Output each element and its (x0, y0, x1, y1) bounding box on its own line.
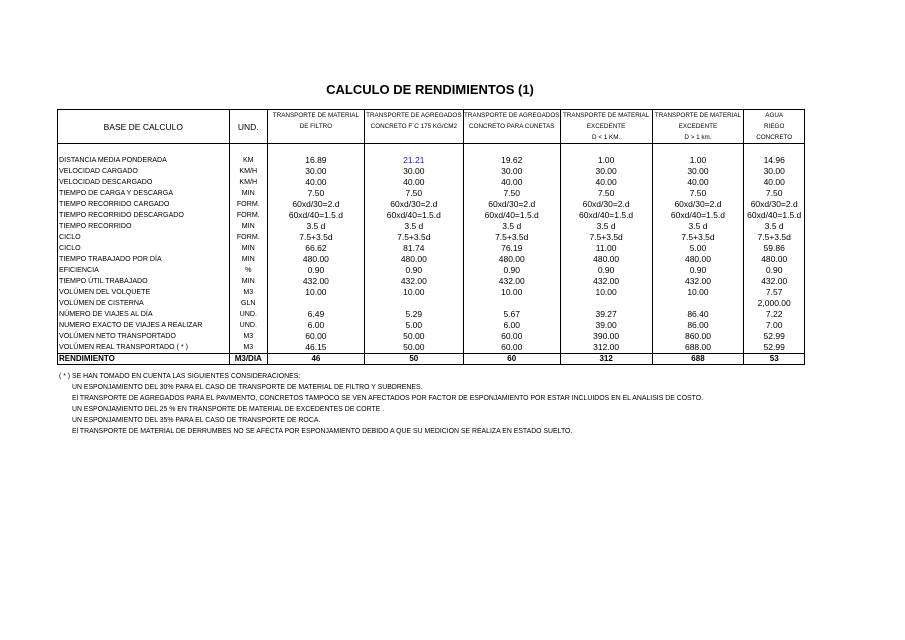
row-unit: MIN (229, 254, 267, 265)
value-cell: 59.86 (744, 243, 805, 254)
value-cell: 3.5 d (744, 221, 805, 232)
value-cell: 60xd/40=1.5.d (364, 210, 463, 221)
value-cell: 6.00 (267, 320, 364, 331)
notes-heading: ( * ) SE HAN TOMADO EN CUENTA LAS SIGUIENTES CONSIDERACIONES: (59, 373, 301, 380)
value-cell: 6.00 (463, 320, 560, 331)
value-cell: 7.5+3.5d (463, 232, 560, 243)
value-cell: 60xd/30=2.d (744, 199, 805, 210)
column-header-line3: D < 1 KM. (560, 132, 652, 144)
value-cell: 2,000.00 (744, 298, 805, 309)
value-cell: 7.50 (267, 188, 364, 199)
value-cell: 60xd/30=2.d (560, 199, 652, 210)
value-cell (267, 298, 364, 309)
value-cell: 50 (364, 354, 463, 365)
value-cell: 46.15 (267, 342, 364, 354)
value-cell: 5.00 (652, 243, 744, 254)
value-cell: 5.00 (364, 320, 463, 331)
note-line: El TRANSPORTE DE MATERIAL DE DERRUMBES NO SE AFECTA POR ESPONJAMIENTO DEBIDO A QUE SU MEDICION SE REALIZA EN ESTADO SUELTO. (72, 428, 573, 435)
value-cell: 86.40 (652, 309, 744, 320)
value-cell: 5.67 (463, 309, 560, 320)
value-cell (463, 298, 560, 309)
row-label: NÚMERO DE VIAJES AL DÍA (58, 309, 230, 320)
value-cell: 10.00 (364, 287, 463, 298)
value-cell: 1.00 (652, 155, 744, 166)
value-cell: 10.00 (267, 287, 364, 298)
header-row (58, 132, 805, 144)
value-cell: 3.5 d (463, 221, 560, 232)
value-cell: 312 (560, 354, 652, 365)
column-header-line1: AGUA (744, 110, 805, 122)
value-cell: 432.00 (364, 276, 463, 287)
value-cell (560, 298, 652, 309)
value-cell: 30.00 (560, 166, 652, 177)
value-cell: 480.00 (560, 254, 652, 265)
value-cell: 7.5+3.5d (364, 232, 463, 243)
table-row (58, 265, 805, 276)
value-cell: 86.00 (652, 320, 744, 331)
base-header: BASE DE CALCULO (58, 121, 230, 132)
row-unit: MIN (229, 276, 267, 287)
table-row (58, 210, 805, 221)
column-header-line1: TRANSPORTE DE MATERIAL (652, 110, 744, 122)
row-label: EFICIENCIA (58, 265, 230, 276)
row-unit: FORM. (229, 210, 267, 221)
table-row (58, 298, 805, 309)
column-header-line2: EXCEDENTE (652, 121, 744, 132)
table-row (58, 320, 805, 331)
column-header-line3: CONCRETO (744, 132, 805, 144)
value-cell: 0.90 (463, 265, 560, 276)
row-label: VELOCIDAD DESCARGADO (58, 177, 230, 188)
row-label: NUMERO EXACTO DE VIAJES A REALIZAR (58, 320, 230, 331)
value-cell: 7.5+3.5d (560, 232, 652, 243)
value-cell: 312.00 (560, 342, 652, 354)
value-cell: 7.50 (652, 188, 744, 199)
value-cell: 0.90 (652, 265, 744, 276)
value-cell: 60xd/30=2.d (364, 199, 463, 210)
value-cell: 52.99 (744, 342, 805, 354)
row-label: VOLÚMEN DEL VOLQUETE (58, 287, 230, 298)
value-cell: 21.21 (364, 155, 463, 166)
value-cell: 60xd/30=2.d (463, 199, 560, 210)
value-cell (652, 298, 744, 309)
row-label: TIEMPO RECORRIDO DESCARGADO (58, 210, 230, 221)
column-header-line3 (267, 132, 364, 144)
table-row (58, 287, 805, 298)
value-cell: 60.00 (463, 331, 560, 342)
value-cell: 10.00 (652, 287, 744, 298)
table-row (58, 199, 805, 210)
column-header-line2: DE FILTRO (267, 121, 364, 132)
value-cell: 16.89 (267, 155, 364, 166)
value-cell: 3.5 d (560, 221, 652, 232)
row-unit: M3 (229, 331, 267, 342)
value-cell: 7.5+3.5d (652, 232, 744, 243)
column-header-line3: D > 1 km. (652, 132, 744, 144)
value-cell: 7.50 (364, 188, 463, 199)
value-cell: 60xd/30=2.d (652, 199, 744, 210)
value-cell: 30.00 (744, 166, 805, 177)
row-unit: GLN (229, 298, 267, 309)
value-cell: 60.00 (463, 342, 560, 354)
column-header-line1: TRANSPORTE DE AGREGADOS (364, 110, 463, 122)
row-unit: KM/H (229, 177, 267, 188)
value-cell: 480.00 (463, 254, 560, 265)
value-cell: 7.50 (463, 188, 560, 199)
row-unit: M3/DIA (229, 354, 267, 365)
unit-header: UND. (229, 121, 267, 132)
row-label: TIEMPO ÚTIL TRABAJADO (58, 276, 230, 287)
table-row (58, 155, 805, 166)
row-label: CICLO (58, 232, 230, 243)
value-cell: 860.00 (652, 331, 744, 342)
table-row (58, 254, 805, 265)
page-title: CALCULO DE RENDIMIENTOS (1) (326, 82, 534, 97)
value-cell: 432.00 (267, 276, 364, 287)
header-row (58, 121, 805, 132)
value-cell: 0.90 (364, 265, 463, 276)
row-label: CICLO (58, 243, 230, 254)
table-row (58, 221, 805, 232)
value-cell: 53 (744, 354, 805, 365)
value-cell: 480.00 (267, 254, 364, 265)
value-cell: 7.5+3.5d (744, 232, 805, 243)
value-cell: 60xd/40=1.5.d (463, 210, 560, 221)
table-row (58, 166, 805, 177)
value-cell: 40.00 (560, 177, 652, 188)
value-cell: 10.00 (463, 287, 560, 298)
value-cell: 81.74 (364, 243, 463, 254)
value-cell: 60.00 (267, 331, 364, 342)
column-header-line1: TRANSPORTE DE MATERIAL (560, 110, 652, 122)
row-unit: M3 (229, 342, 267, 354)
value-cell: 0.90 (744, 265, 805, 276)
value-cell: 60xd/40=1.5.d (560, 210, 652, 221)
value-cell: 7.50 (560, 188, 652, 199)
column-header-line3 (463, 132, 560, 144)
row-unit: MIN (229, 188, 267, 199)
row-unit: UND. (229, 309, 267, 320)
notes (59, 371, 703, 437)
value-cell: 60xd/30=2.d (267, 199, 364, 210)
row-label: VELOCIDAD CARGADO (58, 166, 230, 177)
value-cell: 5.29 (364, 309, 463, 320)
value-cell: 480.00 (744, 254, 805, 265)
value-cell: 6.49 (267, 309, 364, 320)
row-unit: UND. (229, 320, 267, 331)
value-cell: 30.00 (364, 166, 463, 177)
calculation-table (57, 109, 805, 365)
value-cell: 19.62 (463, 155, 560, 166)
value-cell: 39.27 (560, 309, 652, 320)
row-label: VOLÚMEN REAL TRANSPORTADO ( * ) (58, 342, 230, 354)
value-cell: 0.90 (560, 265, 652, 276)
value-cell: 7.22 (744, 309, 805, 320)
separator-row (58, 144, 805, 156)
table-row (58, 276, 805, 287)
value-cell: 7.5+3.5d (267, 232, 364, 243)
row-unit: MIN (229, 243, 267, 254)
value-cell: 480.00 (652, 254, 744, 265)
table-row (58, 177, 805, 188)
note-line: UN ESPONJAMIENTO DEL 30% PARA EL CASO DE TRANSPORTE DE MATERIAL DE FILTRO Y SUBDRENES. (72, 384, 423, 391)
value-cell: 432.00 (560, 276, 652, 287)
value-cell: 30.00 (463, 166, 560, 177)
row-unit: FORM. (229, 232, 267, 243)
value-cell: 46 (267, 354, 364, 365)
value-cell (364, 298, 463, 309)
value-cell: 60 (463, 354, 560, 365)
value-cell: 688.00 (652, 342, 744, 354)
column-header-line2: CONCRETO PARA CUNETAS (463, 121, 560, 132)
row-label: TIEMPO TRABAJADO POR DÍA (58, 254, 230, 265)
row-label: TIEMPO DE CARGA Y DESCARGA (58, 188, 230, 199)
note-line: El TRANSPORTE DE AGREGADOS PARA EL PAVIMENTO, CONCRETOS TAMPOCO SE VEN AFECTADOS POR FACTOR DE ESPONJAMIENTO POR ESTAR INCLUIDOS EN EL ANALISIS DE COSTO. (72, 395, 704, 402)
value-cell: 40.00 (463, 177, 560, 188)
column-header-line1: TRANSPORTE DE AGREGADOS (463, 110, 560, 122)
value-cell: 60xd/40=1.5.d (652, 210, 744, 221)
value-cell: 432.00 (652, 276, 744, 287)
header-row (58, 110, 805, 122)
value-cell: 14.96 (744, 155, 805, 166)
value-cell: 60xd/40=1.5.d (267, 210, 364, 221)
row-unit: MIN (229, 221, 267, 232)
value-cell: 30.00 (267, 166, 364, 177)
value-cell: 432.00 (463, 276, 560, 287)
value-cell: 480.00 (364, 254, 463, 265)
column-header-line2: RIEGO (744, 121, 805, 132)
row-unit: M3 (229, 287, 267, 298)
value-cell: 76.19 (463, 243, 560, 254)
table-row (58, 232, 805, 243)
value-cell: 3.5 d (364, 221, 463, 232)
column-header-line3 (364, 132, 463, 144)
value-cell: 30.00 (652, 166, 744, 177)
value-cell: 39.00 (560, 320, 652, 331)
value-cell: 10.00 (560, 287, 652, 298)
value-cell: 0.90 (267, 265, 364, 276)
total-row (58, 354, 805, 365)
value-cell: 7.00 (744, 320, 805, 331)
row-unit: % (229, 265, 267, 276)
row-unit: KM (229, 155, 267, 166)
value-cell: 40.00 (652, 177, 744, 188)
row-label: VOLÚMEN NETO TRANSPORTADO (58, 331, 230, 342)
value-cell: 3.5 d (652, 221, 744, 232)
column-header-line1: TRANSPORTE DE MATERIAL (267, 110, 364, 122)
value-cell: 432.00 (744, 276, 805, 287)
value-cell: 60xd/40=1.5.d (744, 210, 805, 221)
value-cell: 40.00 (364, 177, 463, 188)
note-line: UN ESPONJAMIENTO DEL 25 % EN TRANSPORTE DE MATERIAL DE EXCEDENTES DE CORTE . (72, 406, 385, 413)
value-cell: 7.50 (744, 188, 805, 199)
value-cell: 7.57 (744, 287, 805, 298)
row-label: TIEMPO RECORRIDO CARGADO (58, 199, 230, 210)
value-cell: 50.00 (364, 342, 463, 354)
table-row (58, 331, 805, 342)
value-cell: 390.00 (560, 331, 652, 342)
column-header-line2: CONCRETO F´C 175 KG/CM2 (364, 121, 463, 132)
row-unit: FORM. (229, 199, 267, 210)
value-cell: 3.5 d (267, 221, 364, 232)
value-cell: 688 (652, 354, 744, 365)
note-line: UN ESPONJAMIENTO DEL 35% PARA EL CASO DE TRANSPORTE DE ROCA. (72, 417, 321, 424)
row-label: TIEMPO RECORRIDO (58, 221, 230, 232)
row-label: VOLÚMEN DE CISTERNA (58, 298, 230, 309)
value-cell: 40.00 (267, 177, 364, 188)
value-cell: 50.00 (364, 331, 463, 342)
value-cell: 40.00 (744, 177, 805, 188)
value-cell: 52.99 (744, 331, 805, 342)
table-row (58, 342, 805, 354)
value-cell: 1.00 (560, 155, 652, 166)
row-label: RENDIMIENTO (58, 354, 230, 365)
column-header-line2: EXCEDENTE (560, 121, 652, 132)
table-row (58, 309, 805, 320)
value-cell: 11.00 (560, 243, 652, 254)
table-row (58, 188, 805, 199)
row-label: DISTANCIA MEDIA PONDERADA (58, 155, 230, 166)
value-cell: 66.62 (267, 243, 364, 254)
row-unit: KM/H (229, 166, 267, 177)
table-row (58, 243, 805, 254)
